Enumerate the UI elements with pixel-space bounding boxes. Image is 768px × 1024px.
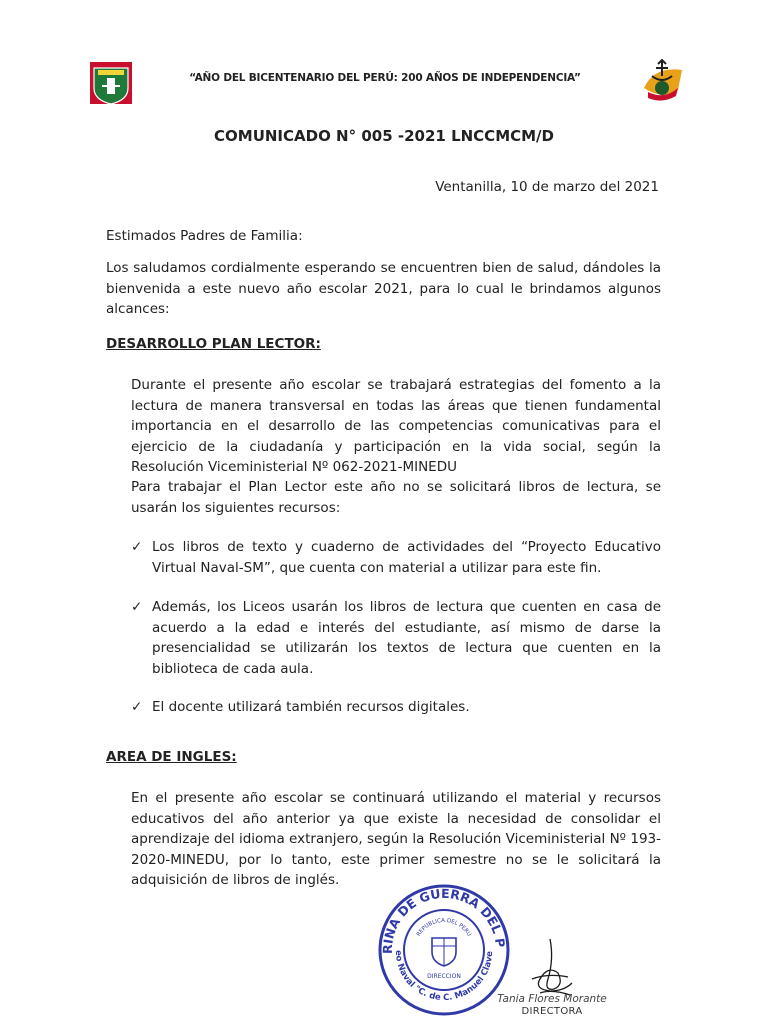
plan-lector-paragraph: Durante el presente año escolar se trabajará estrategias del fomento a la lectura de manera transversal en todas las áreas que tienen fundamental importancia en el desarrollo de las competencias comunicativas para el ejercicio de la ciudadanía y participación en la vida social, según la Resolución Viceministerial Nº 062-2021-MINEDU	[131, 377, 661, 475]
plan-lector-resources-intro: Para trabajar el Plan Lector este año no se solicitará libros de lectura, se usarán los siguientes recursos:	[131, 479, 661, 516]
signatory-name: Tania Flores Morante	[497, 993, 607, 1005]
greeting: Estimados Padres de Familia:	[106, 228, 303, 244]
seal-top-text: RINA DE GUERRA DEL P	[379, 885, 509, 955]
seal-inner-bottom-text: DIRECCION	[427, 973, 461, 980]
list-item	[131, 597, 661, 679]
svg-text:MARINA DE GUERRA DEL PERU	[374, 880, 508, 954]
section-heading-plan-lector: DESARROLLO PLAN LECTOR:	[106, 336, 321, 352]
list-item-text: El docente utilizará también recursos digitales.	[152, 699, 470, 715]
list-item	[131, 697, 661, 718]
svg-text:REPUBLICA DEL PERU	[416, 918, 472, 938]
header-motto: “AÑO DEL BICENTENARIO DEL PERÚ: 200 AÑOS DE INDEPENDENCIA”	[189, 72, 581, 84]
document-date: Ventanilla, 10 de marzo del 2021	[435, 179, 659, 195]
list-item-text: Además, los Liceos usarán los libros de lectura que cuenten en casa de acuerdo a la edad e interés del estudiante, así mismo de darse la presencialidad se utilizarán los textos de lectura que cuenten en la biblioteca de cada aula.	[152, 599, 661, 677]
school-crest-icon	[88, 60, 134, 106]
seal-inner-top-text: REPUBLICA DEL PERU	[416, 917, 472, 938]
check-icon: ✓	[131, 539, 143, 555]
ingles-paragraph: En el presente año escolar se continuará utilizando el material y recursos educativos del año anterior ya que existe la necesidad de consolidar el aprendizaje del idioma extranjero, según la Resolución Viceministerial Nº 193-2020-MINEDU, por lo tanto, este primer semestre no se le solicitará la adquisición de libros de inglés.	[131, 790, 661, 888]
intro-paragraph: Los saludamos cordialmente esperando se encuentren bien de salud, dándoles la bienvenida a este nuevo año escolar 2021, para lo cual le brindamos algunos alcances:	[106, 260, 661, 317]
section-heading-ingles: AREA DE INGLES:	[106, 749, 237, 765]
seal-bottom-text: eo Naval "C. de C. Manuel Clave	[392, 950, 496, 1004]
check-icon: ✓	[131, 599, 143, 615]
list-item-text: Los libros de texto y cuaderno de actividades del “Proyecto Educativo Virtual Naval-SM”, que cuenta con material a utilizar para este fin.	[152, 539, 661, 576]
list-item	[131, 537, 661, 578]
document-title: COMUNICADO N° 005 -2021 LNCCMCM/D	[214, 127, 554, 145]
signatory-role: DIRECTORA	[521, 1006, 583, 1017]
check-icon: ✓	[131, 699, 143, 715]
naval-anchor-emblem-icon	[638, 58, 688, 106]
